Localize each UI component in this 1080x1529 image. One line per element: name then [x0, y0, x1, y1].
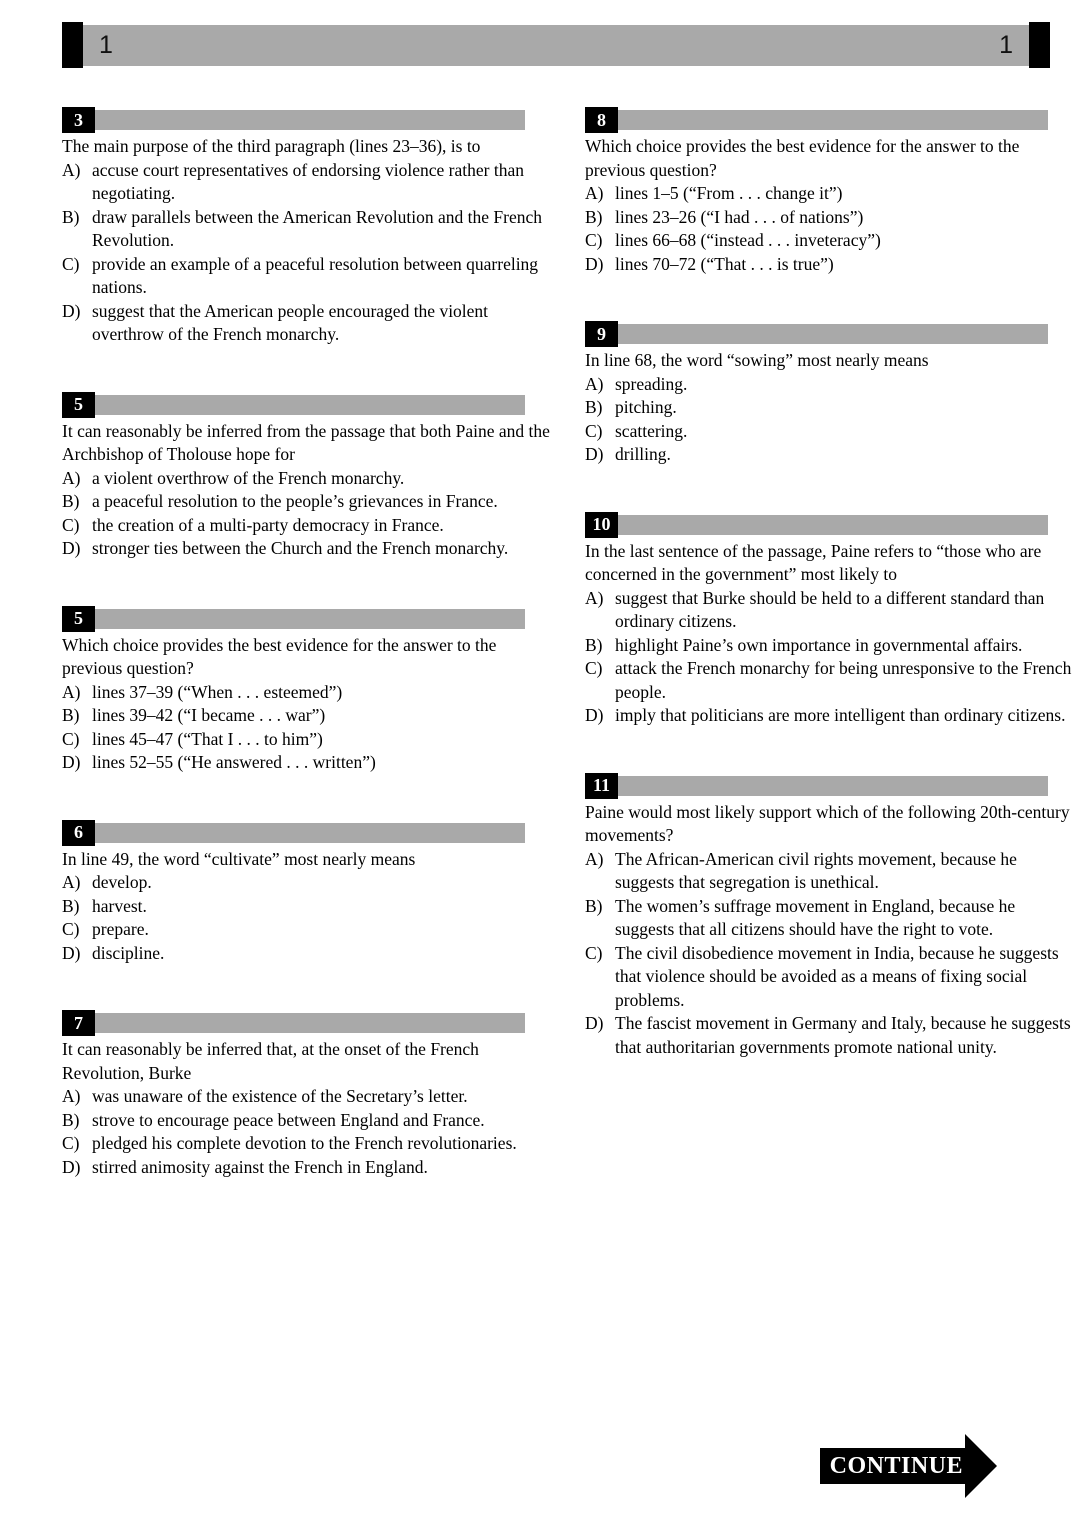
- choice-letter: B): [585, 634, 603, 655]
- choice-c: [62, 1132, 550, 1156]
- choice-c: [62, 514, 550, 538]
- choice-d: [585, 704, 1073, 728]
- question-6: [62, 820, 550, 966]
- choice-text: develop.: [92, 872, 152, 892]
- question-stem: In line 68, the word “sowing” most nearly means: [585, 350, 929, 370]
- question-columns: [62, 107, 1073, 1224]
- choice-c: [585, 229, 1073, 253]
- choice-text: lines 1–5 (“From . . . change it”): [615, 183, 843, 203]
- choice-letter: D): [62, 752, 81, 772]
- question-bar-fill: [95, 1013, 525, 1033]
- choice-b: [585, 396, 1073, 420]
- choice-letter: C): [62, 728, 80, 749]
- question-11: [585, 773, 1073, 1060]
- question-number-bar: [585, 512, 1048, 538]
- choice-text: a violent overthrow of the French monarchy.: [92, 467, 405, 488]
- choice-letter: A): [62, 159, 81, 180]
- choice-b: [62, 1109, 550, 1133]
- question-7: [62, 1010, 550, 1179]
- choice-a: [585, 587, 1073, 634]
- choice-letter: D): [585, 705, 604, 725]
- question-number-bar: [62, 392, 525, 418]
- left-column: [62, 107, 550, 1224]
- choice-text: pledged his complete devotion to the French revolutionaries.: [92, 1133, 517, 1153]
- choice-text: lines 52–55 (“He answered . . . written”): [92, 752, 376, 772]
- choice-letter: C): [585, 230, 603, 250]
- choice-d: [62, 942, 550, 966]
- choice-c: [585, 420, 1073, 444]
- question-9: [585, 321, 1073, 467]
- continue-label: CONTINUE: [829, 1452, 963, 1479]
- choice-letter: C): [585, 658, 603, 678]
- choice-text: The fascist movement in Germany and Italy, because he suggests that authoritarian governments promote national unity.: [615, 1013, 1071, 1057]
- choice-a: [62, 467, 550, 491]
- choice-b: [585, 634, 1073, 658]
- choice-letter: C): [585, 942, 603, 963]
- choice-b: [585, 895, 1073, 942]
- question-number: 11: [585, 773, 618, 799]
- choice-letter: B): [62, 206, 80, 227]
- choice-letter: B): [585, 895, 603, 916]
- choice-text: imply that politicians are more intelligent than ordinary citizens.: [615, 705, 1066, 725]
- choice-text: provide an example of a peaceful resolution between quarreling nations.: [92, 253, 539, 297]
- choice-text: The civil disobedience movement in India, because he suggests that violence should be avoided as a means of fixing social problems.: [615, 942, 1059, 1010]
- choice-letter: D): [585, 1013, 604, 1033]
- section-header-bar: [62, 22, 1050, 68]
- question-number: 6: [62, 820, 95, 846]
- choice-letter: A): [585, 587, 604, 608]
- question-3: [62, 107, 550, 347]
- choice-a: [585, 373, 1073, 397]
- choice-text: lines 23–26 (“I had . . . of nations”): [615, 206, 864, 227]
- question-bar-fill: [618, 110, 1048, 130]
- choice-text: discipline.: [92, 942, 165, 963]
- choice-d: [62, 1156, 550, 1180]
- choice-a: [62, 159, 550, 206]
- choice-text: a peaceful resolution to the people’s grievances in France.: [92, 491, 498, 511]
- choice-letter: C): [62, 1133, 80, 1153]
- choice-letter: A): [585, 183, 604, 203]
- choice-letter: B): [62, 491, 80, 511]
- question-5-evidence: [62, 606, 550, 775]
- choice-letter: D): [585, 253, 604, 274]
- choice-text: harvest.: [92, 895, 147, 916]
- choice-d: [585, 253, 1073, 277]
- choice-text: pitching.: [615, 397, 677, 417]
- choice-c: [62, 728, 550, 752]
- choice-text: accuse court representatives of endorsing violence rather than negotiating.: [92, 159, 524, 203]
- choice-letter: A): [62, 681, 81, 702]
- choice-letter: D): [585, 444, 604, 464]
- header-right-black-cap: [1029, 22, 1050, 68]
- choice-d: [62, 537, 550, 561]
- question-number-bar: [585, 321, 1048, 347]
- choice-text: draw parallels between the American Revolution and the French Revolution.: [92, 206, 542, 250]
- question-10: [585, 512, 1073, 728]
- question-number-bar: [585, 107, 1048, 133]
- choice-text: drilling.: [615, 444, 671, 464]
- choice-b: [585, 206, 1073, 230]
- choice-letter: A): [62, 1086, 81, 1106]
- question-number: 5: [62, 392, 95, 418]
- question-5: [62, 392, 550, 561]
- continue-right-arrow-icon: [965, 1434, 997, 1498]
- question-bar-fill: [95, 110, 525, 130]
- question-number-bar: [62, 820, 525, 846]
- choice-text: lines 39–42 (“I became . . . war”): [92, 705, 326, 725]
- choice-text: attack the French monarchy for being unresponsive to the French people.: [615, 658, 1072, 702]
- question-stem: Paine would most likely support which of the following 20th-century movements?: [585, 801, 1070, 845]
- question-bar-fill: [618, 324, 1048, 344]
- question-stem: It can reasonably be inferred that, at the onset of the French Revolution, Burke: [62, 1039, 479, 1083]
- section-number-right: 1: [999, 30, 1013, 59]
- choice-b: [62, 490, 550, 514]
- choice-c: [62, 918, 550, 942]
- question-stem: In the last sentence of the passage, Paine refers to “those who are concerned in the government” most likely to: [585, 540, 1042, 584]
- choice-text: suggest that the American people encouraged the violent overthrow of the French monarchy.: [92, 300, 489, 344]
- choice-d: [585, 443, 1073, 467]
- right-column: [585, 107, 1073, 1224]
- question-stem: Which choice provides the best evidence for the answer to the previous question?: [585, 136, 1020, 180]
- choice-letter: B): [62, 895, 80, 916]
- question-number-bar: [62, 1010, 525, 1036]
- choice-text: prepare.: [92, 919, 149, 939]
- choice-c: [585, 942, 1073, 1013]
- choice-a: [585, 848, 1073, 895]
- choice-b: [62, 704, 550, 728]
- choice-letter: A): [585, 848, 604, 869]
- choice-text: lines 37–39 (“When . . . esteemed”): [92, 681, 343, 702]
- continue-button[interactable]: [820, 1434, 997, 1498]
- choice-d: [62, 300, 550, 347]
- choice-letter: C): [585, 420, 603, 441]
- choice-b: [62, 895, 550, 919]
- question-number: 9: [585, 321, 618, 347]
- choice-letter: A): [585, 373, 604, 394]
- question-bar-fill: [618, 515, 1048, 535]
- choice-text: stronger ties between the Church and the French monarchy.: [92, 538, 509, 558]
- section-number-left: 1: [99, 30, 113, 59]
- choice-letter: C): [62, 514, 80, 535]
- choice-letter: D): [62, 942, 81, 963]
- question-stem: It can reasonably be inferred from the passage that both Paine and the Archbishop of Tholouse hope for: [62, 420, 550, 464]
- choice-text: lines 70–72 (“That . . . is true”): [615, 253, 834, 274]
- choice-text: scattering.: [615, 420, 688, 441]
- question-number-bar: [62, 606, 525, 632]
- choice-letter: D): [62, 300, 81, 321]
- choice-a: [585, 182, 1073, 206]
- choice-text: stirred animosity against the French in England.: [92, 1156, 428, 1177]
- question-8: [585, 107, 1073, 276]
- choice-letter: B): [585, 397, 603, 417]
- choice-text: highlight Paine’s own importance in governmental affairs.: [615, 634, 1023, 655]
- choice-text: lines 45–47 (“That I . . . to him”): [92, 728, 323, 749]
- choice-text: suggest that Burke should be held to a different standard than ordinary citizens.: [615, 587, 1045, 631]
- choice-b: [62, 206, 550, 253]
- choice-d: [585, 1012, 1073, 1059]
- question-number: 7: [62, 1010, 95, 1036]
- choice-text: strove to encourage peace between England and France.: [92, 1109, 485, 1130]
- question-stem: In line 49, the word “cultivate” most nearly means: [62, 848, 416, 869]
- continue-rect: [820, 1448, 965, 1484]
- question-bar-fill: [95, 609, 525, 629]
- choice-text: was unaware of the existence of the Secretary’s letter.: [92, 1086, 468, 1106]
- question-number: 3: [62, 107, 95, 133]
- choice-letter: A): [62, 872, 81, 892]
- question-stem: The main purpose of the third paragraph (lines 23–36), is to: [62, 136, 481, 156]
- question-stem: Which choice provides the best evidence for the answer to the previous question?: [62, 634, 497, 678]
- choice-letter: B): [62, 705, 80, 725]
- choice-text: The women’s suffrage movement in England, because he suggests that all citizens should have the right to vote.: [615, 895, 1016, 939]
- question-bar-fill: [95, 823, 525, 843]
- question-number-bar: [62, 107, 525, 133]
- choice-text: spreading.: [615, 373, 688, 394]
- choice-c: [585, 657, 1073, 704]
- choice-text: the creation of a multi-party democracy in France.: [92, 514, 444, 535]
- choice-letter: C): [62, 919, 80, 939]
- choice-a: [62, 1085, 550, 1109]
- header-gray-bar: [83, 25, 1029, 66]
- question-number-bar: [585, 773, 1048, 799]
- choice-letter: A): [62, 467, 81, 488]
- choice-text: lines 66–68 (“instead . . . inveteracy”): [615, 230, 881, 250]
- choice-letter: D): [62, 538, 81, 558]
- choice-letter: C): [62, 253, 80, 274]
- question-number: 8: [585, 107, 618, 133]
- choice-letter: B): [585, 206, 603, 227]
- choice-a: [62, 871, 550, 895]
- question-bar-fill: [95, 395, 525, 415]
- choice-a: [62, 681, 550, 705]
- question-bar-fill: [618, 776, 1048, 796]
- choice-letter: D): [62, 1156, 81, 1177]
- choice-c: [62, 253, 550, 300]
- question-number: 10: [585, 512, 618, 538]
- header-left-black-cap: [62, 22, 83, 68]
- choice-letter: B): [62, 1109, 80, 1130]
- question-number: 5: [62, 606, 95, 632]
- choice-text: The African-American civil rights movement, because he suggests that segregation is unethical.: [615, 848, 1017, 892]
- choice-d: [62, 751, 550, 775]
